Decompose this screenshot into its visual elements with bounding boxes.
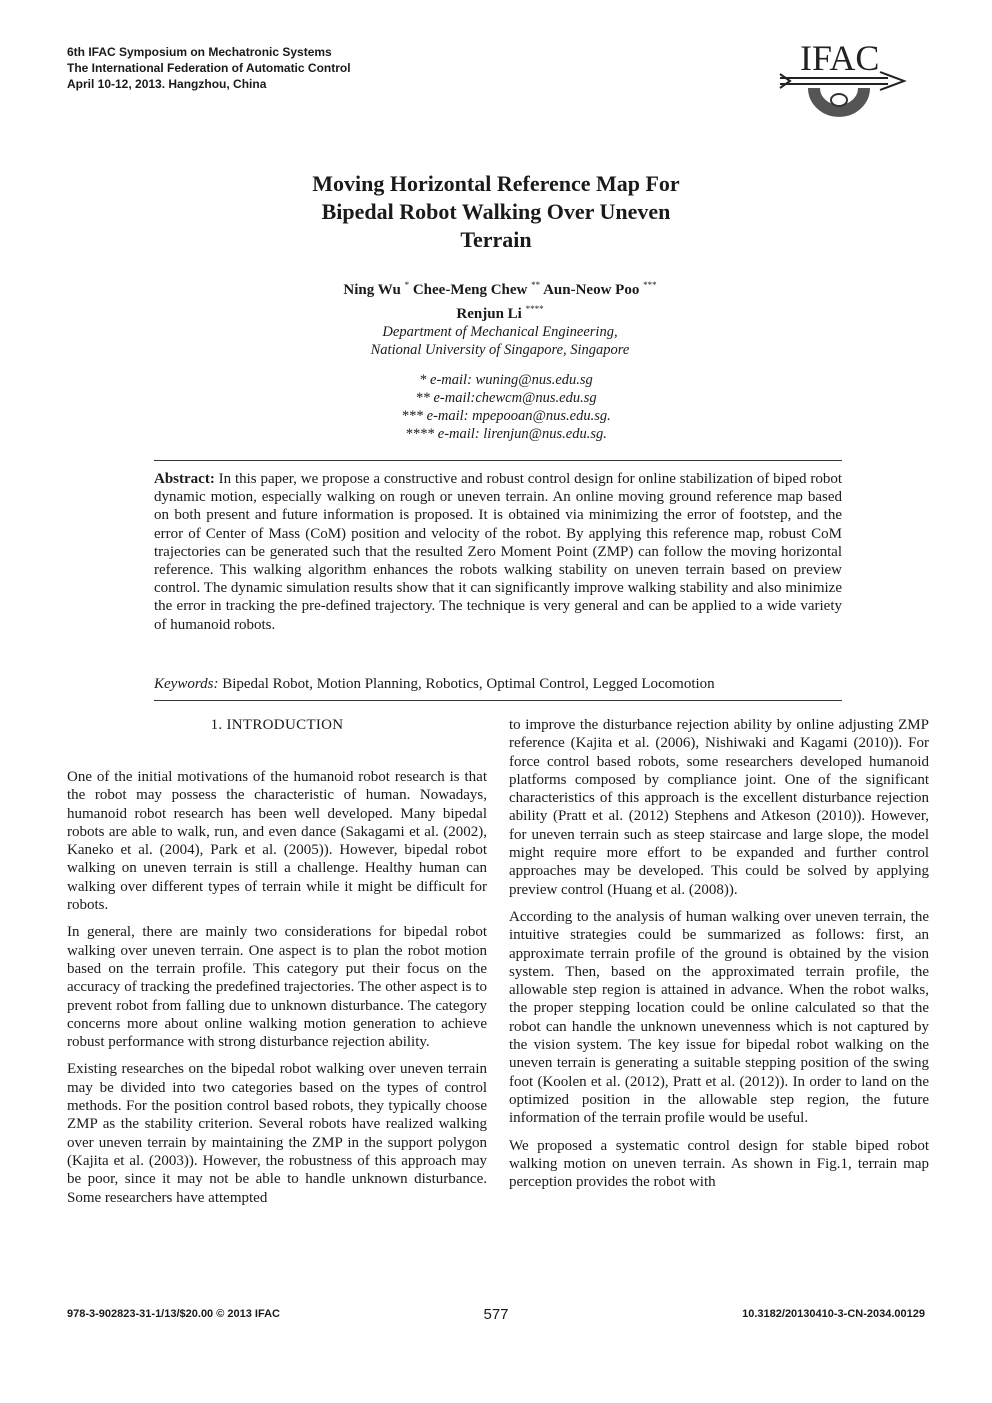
ifac-logo-text: IFAC bbox=[800, 38, 880, 78]
email-2: ** e-mail:chewcm@nus.edu.sg bbox=[415, 390, 597, 406]
affiliation bbox=[200, 323, 800, 359]
abstract-label: Abstract: bbox=[154, 471, 215, 487]
header-line-2: The International Federation of Automatic Control bbox=[67, 61, 351, 75]
author-2-mark: ** bbox=[531, 280, 541, 290]
author-1-mark: * bbox=[404, 280, 410, 290]
abstract-text: In this paper, we propose a constructive and robust control design for online stabilization of biped robot dynamic motion, especially walking on rough or uneven terrain. An online moving ground reference map based on both present and future information is proposed. It is obtained via minimizing the error of footstep, and the error of Center of Mass (CoM) position and velocity of the robot. By applying this reference map, robust CoM trajectories can be generated such that the resulted Zero Moment Point (ZMP) can follow the moving horizontal reference. This walking algorithm enhances the robots walking stability on uneven terrain based on preview control. The dynamic simulation results show that it can significantly improve walking stability and also minimize the error in tracking the pre-defined trajectory. The technique is very general and can be applied to a wide variety of humanoid robots. bbox=[154, 471, 842, 633]
affiliation-line-1: Department of Mechanical Engineering, bbox=[382, 324, 618, 340]
author-2: Chee-Meng Chew bbox=[412, 282, 528, 298]
abstract bbox=[154, 470, 842, 634]
author-4-mark: **** bbox=[525, 304, 544, 314]
author-3-mark: *** bbox=[643, 280, 657, 290]
intro-paragraph-5: According to the analysis of human walking over uneven terrain, the intuitive strategies could be summarized as follows: first, an approximate terrain profile of the ground is obtained by the vision system. Then, based on the approximated terrain profile, the allowable step region is attained in advance. When the robot walks, the proper stepping location could be online calculated so that the robot can handle the unknown unevenness which is not captured by the vision system. The key issue for bipedal robot walking on the uneven terrain is generating a suitable stepping position of the swing foot (Koolen et al. (2012), Pratt et al. (2012)). In order to land on the optimized position in the allowable step region, the future information of the terrain profile would be useful. bbox=[509, 908, 929, 1127]
author-list bbox=[200, 276, 800, 324]
header-line-1: 6th IFAC Symposium on Mechatronic Systems bbox=[67, 45, 332, 59]
intro-paragraph-6: We proposed a systematic control design for stable biped robot walking motion on uneven terrain. As shown in Fig.1, terrain map perception provides the robot with bbox=[509, 1137, 929, 1191]
keywords-bottom-rule bbox=[154, 700, 842, 701]
section-heading-introduction: 1. INTRODUCTION bbox=[210, 717, 344, 733]
right-column bbox=[509, 716, 929, 1200]
keywords bbox=[154, 675, 842, 693]
title-line-1: Moving Horizontal Reference Map For bbox=[312, 171, 680, 196]
author-4: Renjun Li bbox=[456, 306, 522, 322]
intro-paragraph-1: One of the initial motivations of the humanoid robot research is that the robot may possess the characteristic of human. Nowadays, humanoid robot research has been well developed. Many bipedal robots are able to walk, run, and even dance (Sakagami et al. (2002), Kaneko et al. (2004), Park et al. (2005)). However, bipedal robot walking on uneven terrain is still a challenge. Healthy human can walking over different types of terrain while it might be difficult for robots. bbox=[67, 769, 487, 914]
affiliation-line-2: National University of Singapore, Singapore bbox=[370, 342, 630, 358]
footer-doi: 10.3182/20130410-3-CN-2034.00129 bbox=[742, 1308, 925, 1320]
intro-paragraph-3: Existing researches on the bipedal robot walking over uneven terrain may be divided into two categories based on the types of control methods. For the position control based robots, they typically choose ZMP as the stability criterion. Several robots have realized walking over uneven terrain by maintaining the ZMP in the support polygon (Kajita et al. (2003)). However, the robustness of this approach may be poor, since it may not be able to handle unknown disturbance. Some researchers have attempted bbox=[67, 1061, 487, 1206]
ifac-logo-arrow-head bbox=[880, 72, 904, 90]
email-3: *** e-mail: mpepooan@nus.edu.sg. bbox=[401, 408, 611, 424]
author-1: Ning Wu bbox=[343, 282, 401, 298]
header-line-3: April 10-12, 2013. Hangzhou, China bbox=[67, 77, 267, 91]
title-line-2: Bipedal Robot Walking Over Uneven bbox=[321, 199, 671, 224]
intro-paragraph-4: to improve the disturbance rejection ability by online adjusting ZMP reference (Kajita et al. (2006), Nishiwaki and Kagami (2010)). For force control based robots, some researchers developed humanoid platforms composed by compliance joint. One of the significant characteristics of this approach is the excellent disturbance rejection ability (Pratt et al. (2012) Stephens and Atkeson (2010)). However, for uneven terrain such as steep staircase and large slope, the model might require more effort to be expanded and further control approaches may be developed. This could be solved by applying preview control (Huang et al. (2008)). bbox=[509, 717, 929, 898]
title-line-3: Terrain bbox=[460, 227, 532, 252]
footer-isbn: 978-3-902823-31-1/13/$20.00 © 2013 IFAC bbox=[67, 1308, 280, 1320]
left-column bbox=[67, 716, 487, 1216]
conference-header bbox=[67, 44, 351, 92]
keywords-text: Bipedal Robot, Motion Planning, Robotics, Optimal Control, Legged Locomotion bbox=[222, 676, 715, 692]
email-4: **** e-mail: lirenjun@nus.edu.sg. bbox=[405, 426, 607, 442]
email-list bbox=[200, 371, 800, 443]
intro-paragraph-2: In general, there are mainly two considerations for bipedal robot walking over uneven terrain. One aspect is to plan the robot motion based on the terrain profile. This category put their focus on the accuracy of tracking the predefined trajectories. The other aspect is to prevent robot from falling due to unknown disturbance. The category concerns more about online walking motion generation to achieve robust performance with strong disturbance rejection ability. bbox=[67, 924, 487, 1051]
ifac-logo bbox=[776, 36, 908, 126]
abstract-top-rule bbox=[154, 460, 842, 461]
page-number: 577 bbox=[483, 1306, 509, 1323]
email-1: * e-mail: wuning@nus.edu.sg bbox=[419, 372, 593, 388]
ifac-logo-arrow-tail bbox=[780, 74, 790, 88]
ifac-logo-ring-core bbox=[831, 94, 847, 106]
paper-title bbox=[200, 170, 792, 254]
author-3: Aun-Neow Poo bbox=[543, 282, 640, 298]
keywords-label: Keywords: bbox=[154, 676, 219, 692]
